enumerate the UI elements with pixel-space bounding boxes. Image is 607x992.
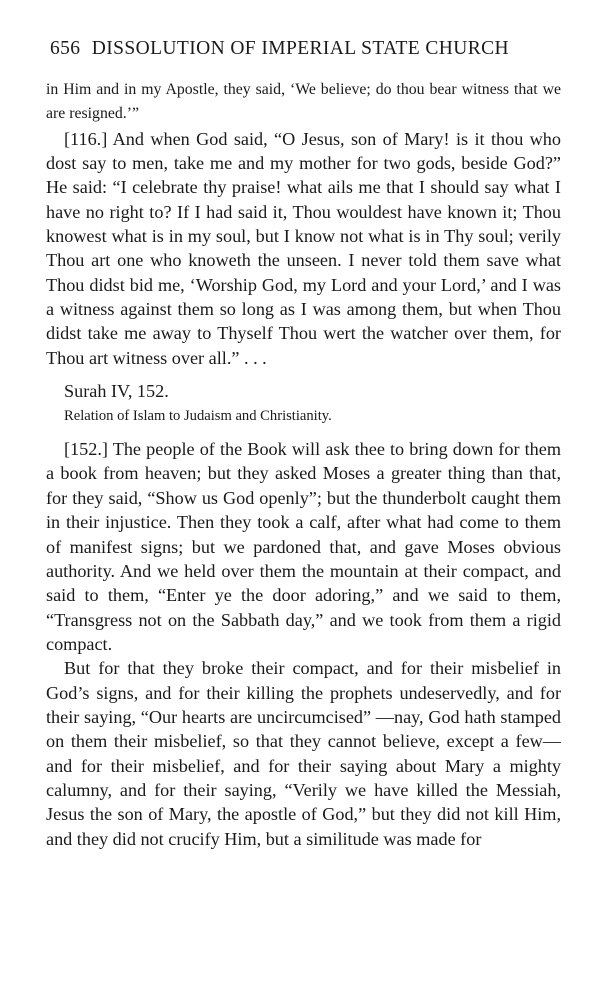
- paragraph-continuation: in Him and in my Apostle, they said, ‘We believe; do thou bear witness that we are resigned.’”: [46, 81, 561, 123]
- section-subheading: Relation of Islam to Judaism and Christianity.: [64, 408, 332, 425]
- running-title: DISSOLUTION OF IMPERIAL STATE CHURCH: [91, 38, 510, 59]
- section-heading: Surah IV, 152.: [64, 381, 169, 402]
- body-text: [46, 78, 561, 851]
- page-number: 656: [50, 38, 81, 59]
- paragraph-misbelief: But for that they broke their compact, and for their misbelief in God’s signs, and for their killing the prophets undeservedly, and for their saying, “Our hearts are uncircumcised” —nay, God hath stamped on them their misbelief, so that they cannot believe, except a few—and for their misbelief, and for their saying about Mary a mighty calumny, and for their saying, “Verily we have killed the Messiah, Jesus the son of Mary, the apostle of God,” but they did not kill Him, and they did not crucify Him, but a similitude was made for: [46, 658, 561, 849]
- running-head: [50, 38, 570, 60]
- paragraph-verse-152: [152.] The people of the Book will ask thee to bring down for them a book from heaven; but they asked Moses a greater thing than that, for they said, “Show us God openly”; but the thunderbolt caught them in their injustice. Then they took a calf, after what had come to them of manifest signs; but we pardoned that, and gave Moses obvious authority. And we held over them the mountain at their compact, and said to them, “Enter ye the door adoring,” and we said to them, “Transgress not on the Sabbath day,” and we took from them a rigid compact.: [46, 439, 561, 654]
- paragraph-verse-116: [116.] And when God said, “O Jesus, son of Mary! is it thou who dost say to men, take me and my mother for two gods, beside God?” He said: “I celebrate thy praise! what ails me that I should say what I have no right to? If I had said it, Thou wouldest have known it; Thou knowest what is in my soul, but I know not what is in Thy soul; verily Thou art one who knoweth the unseen. I never told them save what Thou didst bid me, ‘Worship God, my Lord and your Lord,’ and I was a witness against them so long as I was among them, but when Thou didst take me away to Thyself Thou wert the watcher over them, for Thou art witness over all.” . . .: [46, 128, 561, 368]
